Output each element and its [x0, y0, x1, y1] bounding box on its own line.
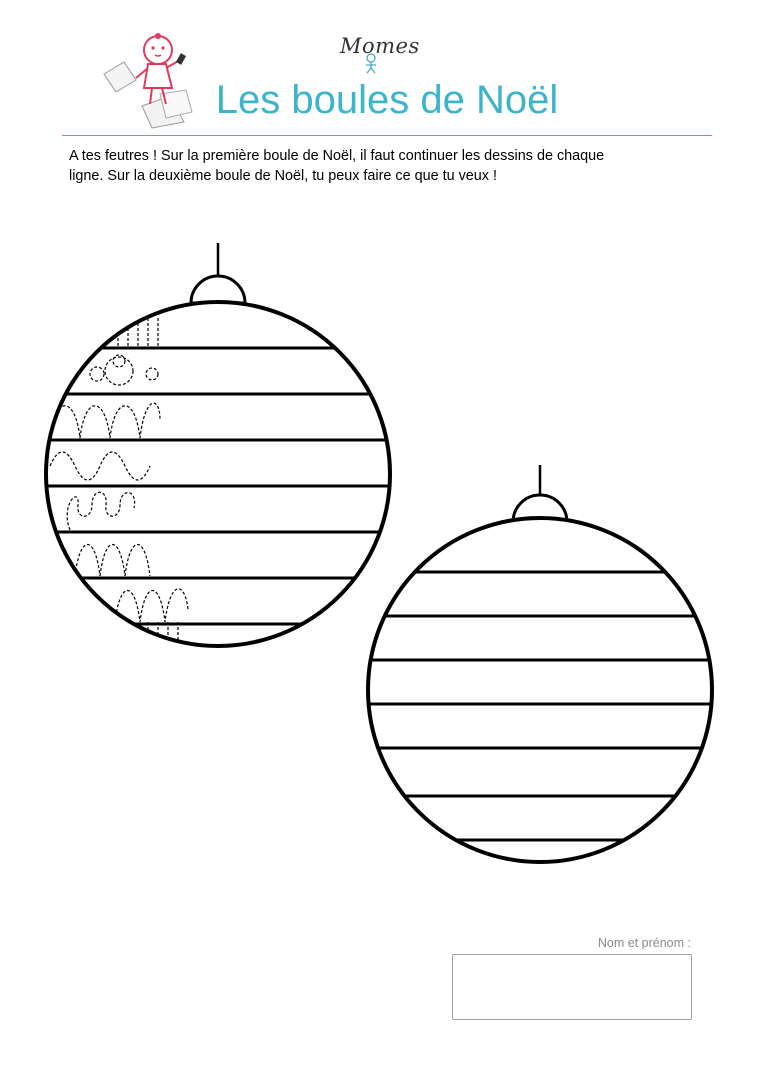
ornament-1-cap	[191, 276, 245, 303]
name-label: Nom et prénom :	[597, 936, 691, 950]
ornament-1-circle	[46, 302, 390, 646]
ornament-free-drawing	[360, 465, 720, 862]
name-input-box[interactable]	[452, 954, 692, 1020]
instructions-line-2: ligne. Sur la deuxième boule de Noël, tu peux faire ce que tu veux !	[69, 168, 497, 184]
page-title: Les boules de Noël	[215, 78, 559, 122]
momes-logo: Momes	[340, 34, 420, 58]
instructions-line-1: A tes feutres ! Sur la première boule de Noël, il faut continuer les dessins de chaque	[69, 148, 605, 164]
ornament-2-circle	[368, 518, 712, 862]
ornament-with-patterns	[40, 243, 400, 646]
